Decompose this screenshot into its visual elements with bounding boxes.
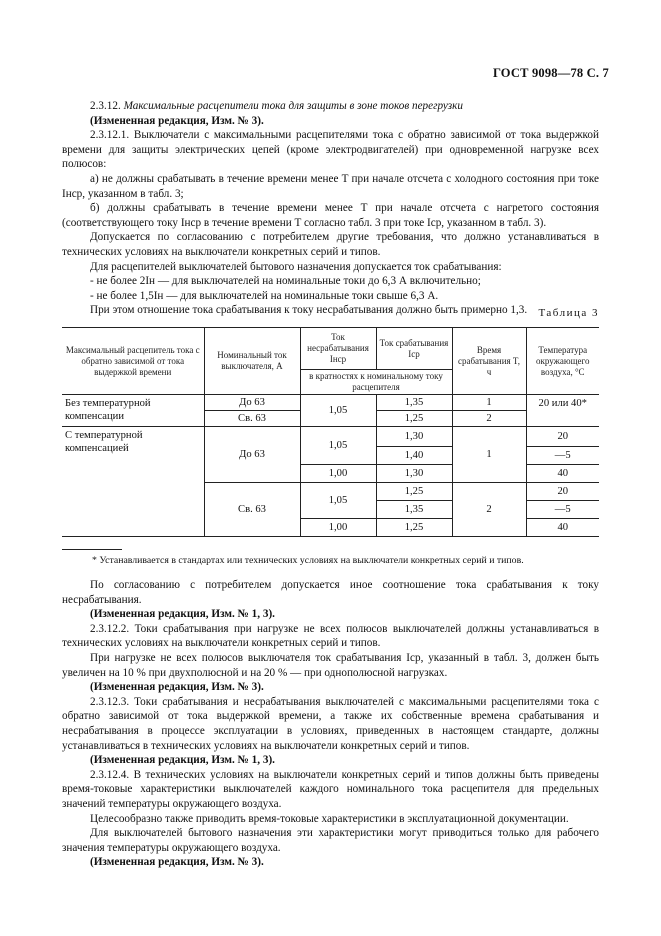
edition-note: (Измененная редакция, Изм. № 3). [90,856,264,869]
list-item: - не более 2Iн — для выключателей на номинальные токи до 6,3 А включительно; [90,275,481,288]
edition-note: (Измененная редакция, Изм. № 1, 3). [90,754,275,767]
table-cell: 40 [526,465,599,483]
header-cell: Температура окружающего воздуха, °С [526,328,599,395]
lower-text [62,578,599,870]
table-cell: 1 [452,427,526,483]
paragraph: Целесообразно также приводить время-токовые характеристики в эксплуатационной документации. [90,812,569,825]
table-cell: 1,25 [376,483,452,501]
edition-note: (Измененная редакция, Изм. № 1, 3). [90,608,275,621]
table-cell: —5 [526,501,599,519]
table-cell: 20 [526,427,599,447]
table-cell: 20 [526,483,599,501]
table-cell: 2 [452,411,526,427]
footnote: * Устанавливается в стандартах или технических условиях на выключатели конкретных серий и типов. [92,555,524,566]
section-heading [62,99,599,114]
table-cell: 40 [526,519,599,537]
table-cell: С температурной компенсацией [62,427,204,537]
list-item: - не более 1,5Iн — для выключателей на номинальные токи свыше 6,3 А. [90,289,439,302]
table-cell: 1,30 [376,427,452,447]
upper-text [62,99,599,318]
table-cell: 1,30 [376,465,452,483]
header-cell: Максимальный расцепитель тока с обратно зависимой от тока выдержкой времени [62,328,204,395]
section-number: 2.3.12. [90,100,121,112]
paragraph: 2.3.12.4. В технических условиях на выключатели конкретных серий и типов должны быть приведены время-токовые характеристики выключателей каждого номинального тока расцепителя для предельных значений температуры окружающего воздуха. [62,768,599,810]
page-header: ГОСТ 9098—78 С. 7 [492,66,609,80]
table-cell: До 63 [204,427,300,483]
paragraph: При этом отношение тока срабатывания к току несрабатывания должно быть примерно 1,3. [90,304,528,317]
table-cell: 1,25 [376,411,452,427]
header-cell: Время срабатывания T, ч [452,328,526,395]
table-cell: 1,35 [376,501,452,519]
footnote-divider [62,549,122,550]
table-cell: 1,05 [300,395,376,427]
header-cell: в кратностях к номинальному току расцепителя [300,370,452,395]
table-cell: 1,00 [300,519,376,537]
table-cell: 1,00 [300,465,376,483]
paragraph: 2.3.12.1. Выключатели с максимальными расцепителями тока с обратно зависимой от тока выдержкой времени для защиты электрических цепей (кроме электродвигателей) при одновременной нагрузке всех полюсов: [62,129,599,171]
paragraph: а) не должны срабатывать в течение времени менее T при начале отсчета с холодного состояния при токе Iнср, указанном в табл. 3; [62,172,599,200]
table-cell: Св. 63 [204,483,300,537]
header-cell: Ток несрабатывания Iнср [300,328,376,370]
table-cell: 1 [452,395,526,411]
table-cell: Св. 63 [204,411,300,427]
paragraph: Для выключателей бытового назначения эти характеристики могут приводиться только для рабочего значения температуры окружающего воздуха. [62,827,599,854]
header-cell: Ток срабатывания Iср [376,328,452,370]
table-cell: 1,35 [376,395,452,411]
table-cell: —5 [526,447,599,465]
table-cell: 1,40 [376,447,452,465]
table-cell: До 63 [204,395,300,411]
paragraph: По согласованию с потребителем допускается иное соотношение тока срабатывания к току несрабатывания. [62,579,599,606]
table-cell: Без температурной компенсации [62,395,204,427]
table-cell: 2 [452,483,526,537]
table-header-row [62,328,599,370]
table-cell: 1,05 [300,483,376,519]
section-title: Максимальные расцепители тока для защиты в зоне токов перегрузки [123,100,463,112]
table-cell: 20 или 40* [526,395,599,427]
edition-note: (Измененная редакция, Изм. № 3). [90,114,264,127]
paragraph: б) должны срабатывать в течение времени менее T при начале отсчета с нагретого состояния (соответствующего току Iнср в течение времени T согласно табл. 3 при токе Iср, указанном в табл. 3). [62,202,599,229]
paragraph: Допускается по согласованию с потребителем другие требования, что должно устанавливаться в технических условиях на выключатели конкретных серий и типов. [62,231,599,258]
table-row [62,395,599,411]
table-caption: Таблица 3 [538,307,599,319]
header-cell: Номинальный ток выключателя, А [204,328,300,395]
paragraph: При нагрузке не всех полюсов выключателя ток срабатывания Iср, указанный в табл. 3, должен быть увеличен на 10 % при двухполюсной и на 20 % — при однополюсной нагрузках. [62,651,599,679]
table-cell: 1,05 [300,427,376,465]
table-row [62,427,599,447]
table-3 [62,327,599,537]
paragraph: 2.3.12.2. Токи срабатывания при нагрузке не всех полюсов выключателей должны устанавливаться в технических условиях на выключатели конкретных серий и типов. [62,622,599,650]
table-cell: 1,25 [376,519,452,537]
paragraph: Для расцепителей выключателей бытового назначения допускается ток срабатывания: [90,260,502,273]
edition-note: (Измененная редакция, Изм. № 3). [90,681,264,694]
paragraph: 2.3.12.3. Токи срабатывания и несрабатывания выключателей с максимальными расцепителями тока с обратно зависимой от тока выдержкой времени, а также их собственные времена срабатывания и несрабатывания в процессе эксплуатации в условиях, приведенных в настоящем стандарте, должны устанавливаться в технических условиях на выключатели конкретных серий и типов. [62,695,599,752]
